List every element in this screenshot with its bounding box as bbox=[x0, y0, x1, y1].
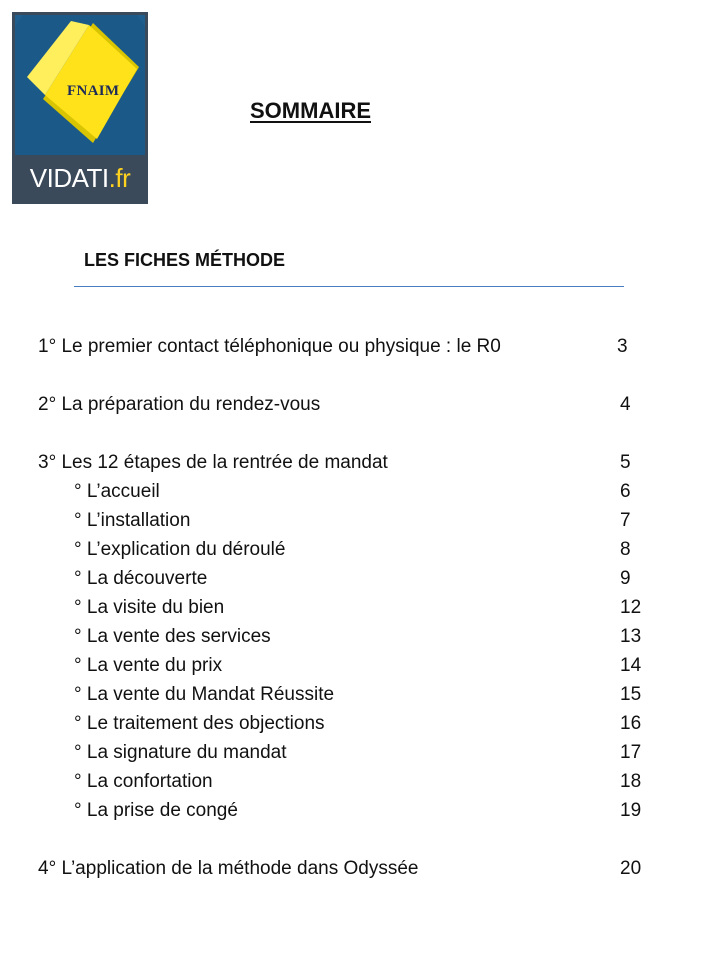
toc-entry-page: 18 bbox=[620, 771, 642, 792]
toc-entry-page: 4 bbox=[620, 394, 631, 415]
toc-entry-page: 7 bbox=[620, 510, 631, 531]
toc-entry bbox=[0, 392, 728, 418]
toc-entry-label: 1° Le premier contact téléphonique ou physique : le R0 bbox=[38, 336, 501, 357]
toc-entry bbox=[0, 798, 728, 824]
toc-entry-label: 4° L’application de la méthode dans Odyssée bbox=[38, 858, 419, 879]
logo-site-tld: .fr bbox=[108, 163, 131, 193]
logo-brand-text: FNAIM bbox=[67, 83, 120, 99]
toc-entry bbox=[0, 334, 728, 360]
toc-entry-label: 3° Les 12 étapes de la rentrée de mandat bbox=[38, 452, 388, 473]
toc-entry-page: 6 bbox=[620, 481, 631, 502]
toc-entry-page: 3 bbox=[617, 336, 628, 357]
toc-entry-label: ° La vente du Mandat Réussite bbox=[74, 684, 335, 705]
section-heading: LES FICHES MÉTHODE bbox=[84, 250, 286, 270]
toc-entry bbox=[0, 566, 728, 592]
toc-entry bbox=[0, 508, 728, 534]
toc-entry-page: 12 bbox=[620, 597, 642, 618]
toc-entry-label: ° La découverte bbox=[74, 568, 208, 589]
toc-entry-label: ° La visite du bien bbox=[74, 597, 225, 618]
toc-entry bbox=[0, 537, 728, 563]
toc-entry-page: 13 bbox=[620, 626, 642, 647]
toc-entry-label: 2° La préparation du rendez-vous bbox=[38, 394, 321, 415]
toc-entry bbox=[0, 624, 728, 650]
toc-entry-label: ° Le traitement des objections bbox=[74, 713, 325, 734]
toc-entry bbox=[0, 856, 728, 882]
toc-entry-page: 16 bbox=[620, 713, 642, 734]
toc-entry bbox=[0, 711, 728, 737]
toc-entry bbox=[0, 653, 728, 679]
toc-entry-page: 8 bbox=[620, 539, 631, 560]
toc-entry bbox=[0, 595, 728, 621]
toc-entry-label: ° L’installation bbox=[74, 510, 191, 531]
toc-entry-label: ° La vente du prix bbox=[74, 655, 223, 676]
toc-entry-page: 19 bbox=[620, 800, 642, 821]
toc-entry-page: 20 bbox=[620, 858, 642, 879]
toc-entry-page: 5 bbox=[620, 452, 631, 473]
toc-entry bbox=[0, 769, 728, 795]
toc-entry bbox=[0, 479, 728, 505]
toc-entry-page: 9 bbox=[620, 568, 631, 589]
toc-entry-label: ° La signature du mandat bbox=[74, 742, 287, 763]
toc-entry-label: ° La prise de congé bbox=[74, 800, 238, 821]
toc-entry-page: 15 bbox=[620, 684, 642, 705]
page-title: SOMMAIRE bbox=[250, 98, 371, 123]
toc-entry-label: ° L’accueil bbox=[74, 481, 160, 502]
toc-entry-page: 14 bbox=[620, 655, 642, 676]
toc-entry-label: ° La confortation bbox=[74, 771, 213, 792]
toc-entry bbox=[0, 740, 728, 766]
toc-entry-page: 17 bbox=[620, 742, 642, 763]
toc-entry bbox=[0, 450, 728, 476]
toc-entry-label: ° L’explication du déroulé bbox=[74, 539, 286, 560]
toc-entry bbox=[0, 682, 728, 708]
logo-site-name-text: VIDATI bbox=[29, 163, 109, 193]
toc-entry-label: ° La vente des services bbox=[74, 626, 271, 647]
